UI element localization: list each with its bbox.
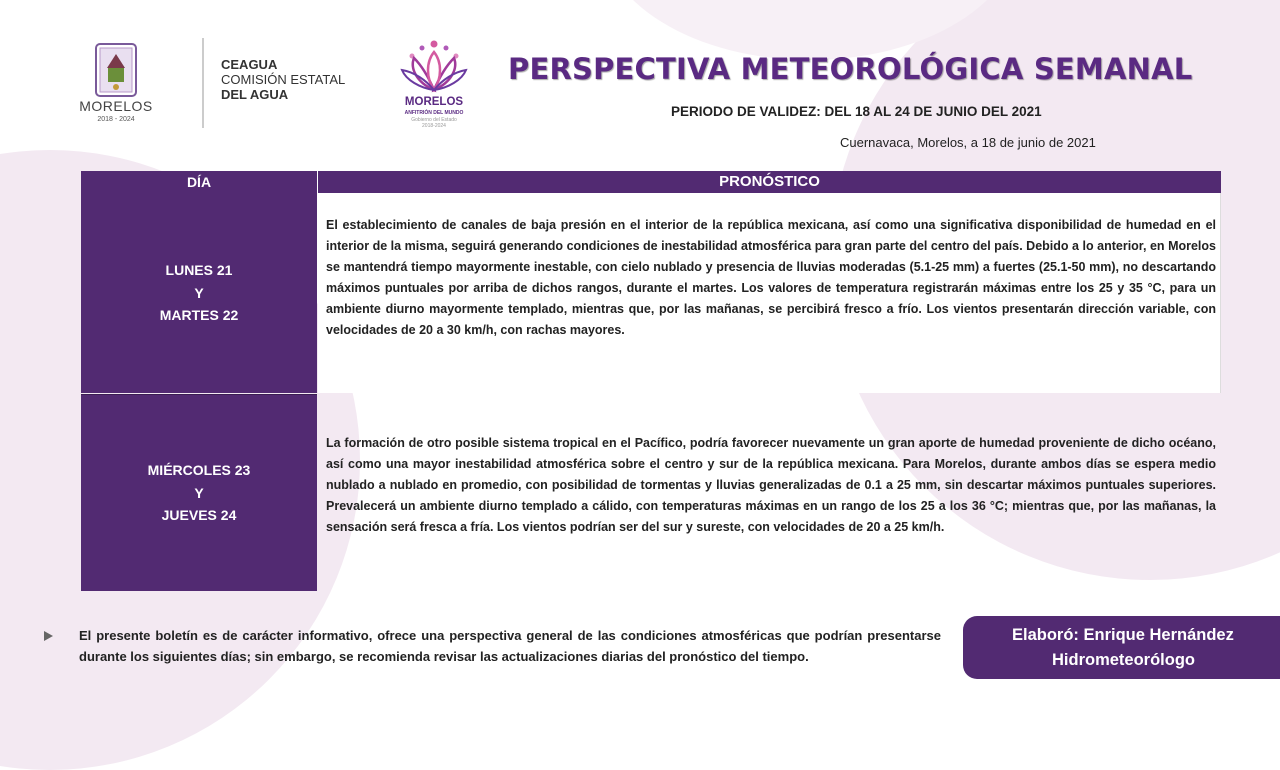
day-cell-1-line3: MARTES 22 (159, 307, 239, 324)
author-box (963, 616, 1280, 679)
day-column-header: DÍA (81, 171, 317, 193)
ceagua-line3: DEL AGUA (221, 87, 289, 102)
disclaimer-text: El presente boletín es de carácter informativo, ofrece una perspectiva general de las condiciones atmosféricas que podrían presentarse durante los siguientes días; sin embargo, se recomienda revisar las actualizaciones diarias del pronóstico del tiempo. (79, 628, 941, 664)
morelos-seal-name: MORELOS (79, 98, 153, 114)
morelos-gov-sub: Gobierno del Estado (411, 117, 457, 123)
day-cell-2 (81, 394, 317, 591)
place-date: Cuernavaca, Morelos, a 18 de junio de 2021 (840, 135, 1096, 150)
ceagua-line2: COMISIÓN ESTATAL (221, 72, 346, 87)
morelos-gov-logo (396, 38, 472, 130)
page-title: PERSPECTIVA METEOROLÓGICA SEMANAL (508, 52, 1193, 86)
day-cell-1 (81, 193, 317, 393)
forecast-column-header: PRONÓSTICO (318, 171, 1221, 193)
day-cell-2-line2: Y (194, 484, 204, 501)
day-cell-2-line1: MIÉRCOLES 23 (147, 462, 251, 479)
morelos-seal-years: 2018 - 2024 (97, 116, 135, 123)
morelos-seal-logo (78, 40, 154, 130)
morelos-gov-name: MORELOS (404, 96, 464, 108)
logo-divider (202, 38, 204, 128)
morelos-gov-years: 2018-2024 (422, 123, 446, 129)
author-role: Hidrometeorólogo (1052, 651, 1195, 669)
day-cell-1-line1: LUNES 21 (165, 262, 233, 279)
ceagua-logo (221, 57, 371, 107)
day-cell-1-line2: Y (194, 284, 204, 301)
lotus-flower-icon (396, 38, 472, 96)
seal-icon (78, 40, 154, 104)
bullet-arrow-icon (44, 631, 53, 641)
ceagua-line1: CEAGUA (221, 57, 278, 72)
morelos-gov-tagline: ANFITRIÓN DEL MUNDO (404, 110, 464, 116)
validity-period: PERIODO DE VALIDEZ: DEL 18 AL 24 DE JUNIO DEL 2021 (671, 104, 1042, 119)
forecast-text-1: El establecimiento de canales de baja presión en el interior de la república mexicana, así como una significativa disponibilidad de humedad en el interior de la misma, seguirá generando condiciones de inestabilidad atmosférica para gran parte del centro del país. Debido a lo anterior, en Morelos se mantendrá tiempo mayormente inestable, con cielo nublado y presencia de lluvias moderadas (5.1-25 mm) a fuertes (25.1-50 mm), no descartando máximos puntuales por arriba de dichos rangos, durante el martes. Los valores de temperatura registrarán máximas entre los 25 y 35 °C, para un ambiente diurno mayormente templado, mientras que, por las mañanas, se percibirá fresco a frío. Los vientos presentarán dirección variable, con velocidades de 20 a 30 km/h, con rachas mayores. (326, 218, 1216, 337)
author-name: Elaboró: Enrique Hernández (1012, 626, 1234, 644)
day-cell-2-line3: JUEVES 24 (161, 507, 237, 524)
forecast-text-2: La formación de otro posible sistema tropical en el Pacífico, podría favorecer nuevamente un gran aporte de humedad proveniente de dicho océano, así como una mayor inestabilidad atmosférica sobre el centro y sur de la república mexicana. Para Morelos, durante ambos días se espera medio nublado a nublado en promedio, con posibilidad de tormentas y lluvias generalizadas de 0.1 a 25 mm, sin descartar máximos puntuales superiores. Prevalecerá un ambiente diurno templado a cálido, con temperaturas máximas en un rango de los 25 a los 36 °C; mientras que, por las mañanas, la sensación será fresca a fría. Los vientos podrían ser del sur y sureste, con velocidades de 20 a 25 km/h. (326, 436, 1216, 534)
